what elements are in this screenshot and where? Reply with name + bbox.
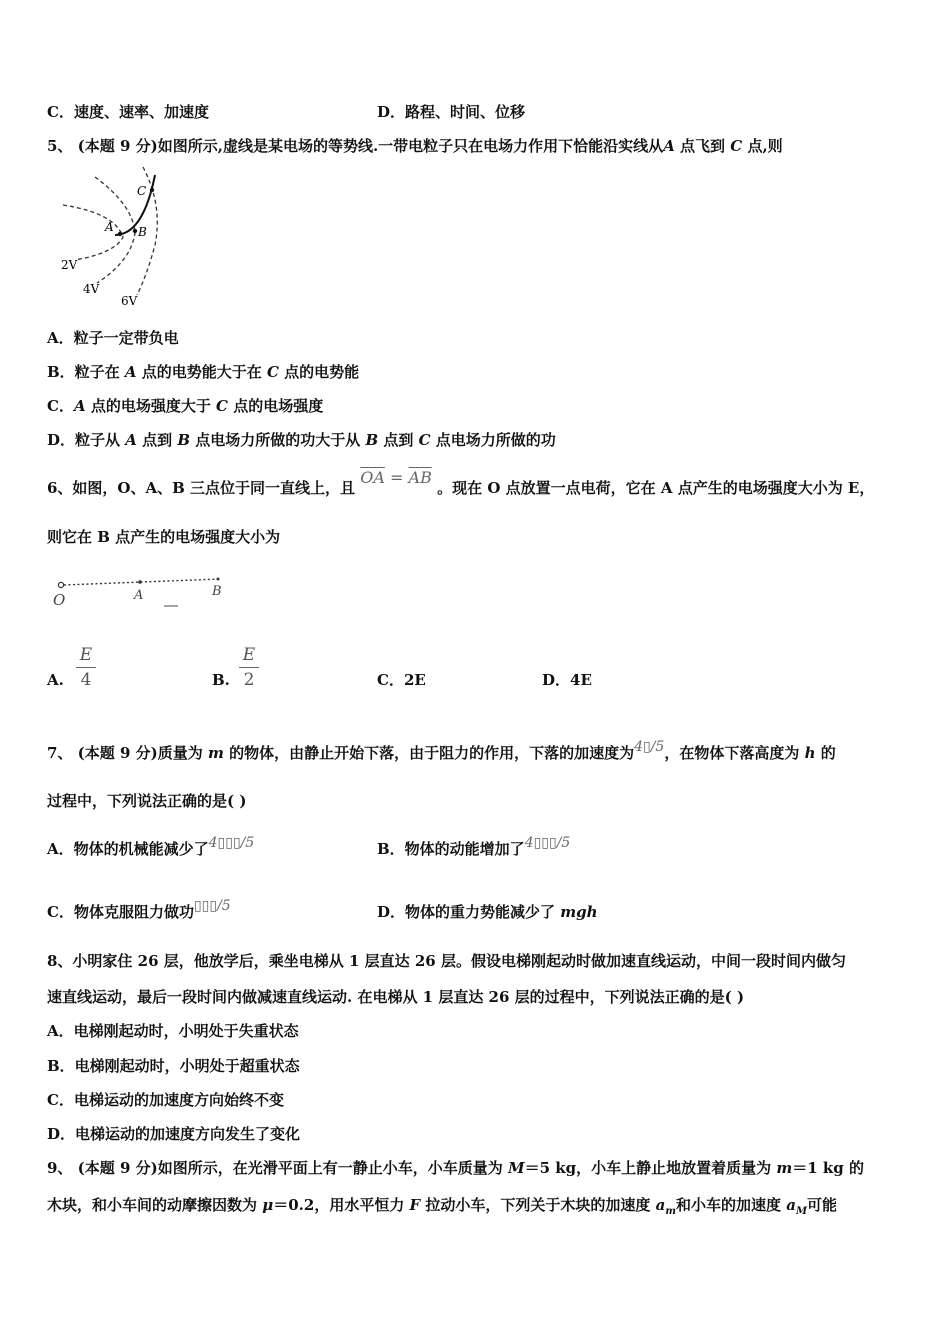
q6-option-a-label: A. — [47, 671, 64, 689]
q6-option-c: C．2E — [377, 671, 426, 689]
q8-option-c: C．电梯运动的加速度方向始终不变 — [47, 1091, 284, 1109]
q7-option-a-formula: 4▯▯▯/5 — [208, 835, 255, 851]
label-a: A — [105, 220, 114, 234]
q7-option-c-formula: ▯▯▯/5 — [193, 898, 231, 914]
point-o — [58, 582, 63, 587]
q5-option-a: A．粒子一定带负电 — [47, 329, 179, 347]
label-o: O — [53, 591, 66, 609]
label-b: B — [212, 584, 222, 599]
q8-option-b: B．电梯刚起动时，小明处于超重状态 — [47, 1057, 300, 1075]
q6-stem: 6、如图，O、A、B 三点位于同一直线上，且 $\overline{OA} = \overline{AB}$ 。现在 O 点放置一点电荷，它在 A 点产生的电场强度大小为 E， — [47, 468, 875, 497]
q8-option-d: D．电梯运动的加速度方向发生了变化 — [47, 1125, 301, 1143]
point-a — [138, 580, 142, 584]
q5-option-b: B．粒子在 A 点的电势能大于在 C 点的电势能 — [47, 363, 360, 381]
q5-option-d: D．粒子从 A 点到 B 点电场力所做的功大于从 B 点到 C 点电场力所做的功 — [47, 431, 556, 449]
q6-stem-line2: 则它在 B 点产生的电场强度大小为 — [47, 528, 281, 546]
q7-stem: 7、 (本题 9 分)质量为 m 的物体，由静止开始下落，由于阻力的作用，下落的加速度为4▯/5，在物体下落高度为 h 的 — [47, 739, 836, 762]
q9-stem-line2: 木块，和小车间的动摩擦因数为 μ＝0.2，用水平恒力 F 拉动小车，下列关于木块的加速度 $a_m$和小车的加速度 $a_M$可能 — [47, 1196, 838, 1217]
q8-stem-line1: 8、小明家住 26 层，他放学后，乘坐电梯从 1 层直达 26 层。假设电梯刚起动时做加速直线运动，中间一段时间内做匀 — [47, 952, 846, 970]
point-b — [133, 229, 137, 233]
q7-option-b: B．物体的动能增加了4▯▯▯/5 — [377, 835, 571, 858]
q6-line-figure — [48, 575, 238, 615]
q4-option-d: D．路程、时间、位移 — [377, 103, 526, 121]
label-2v: 2V — [61, 258, 78, 272]
point-b — [217, 578, 220, 581]
equipotential-2v — [63, 205, 123, 260]
q7-option-a: A．物体的机械能减少了4▯▯▯/5 — [47, 835, 255, 858]
q4-option-c: C．速度、速率、加速度 — [47, 103, 209, 121]
q7-option-d: D．物体的重力势能减少了 mgh — [377, 903, 598, 921]
q5-equipotential-figure — [55, 165, 175, 310]
label-a: A — [134, 588, 144, 603]
point-a — [118, 232, 122, 236]
q6-option-d: D．4E — [542, 671, 592, 689]
particle-trajectory — [115, 175, 155, 235]
q8-option-a: A．电梯刚起动时，小明处于失重状态 — [47, 1022, 299, 1040]
label-c: C — [137, 184, 147, 198]
q8-stem-line2: 速直线运动，最后一段时间内做减速直线运动. 在电梯从 1 层直达 26 层的过程中，下列说法正确的是( ) — [47, 988, 745, 1006]
label-b: B — [138, 225, 147, 239]
q6-option-a-fraction: E 4 — [76, 645, 96, 690]
label-4v: 4V — [83, 282, 100, 296]
q7-option-b-formula: 4▯▯▯/5 — [524, 835, 571, 851]
q5-option-c: C．A 点的电场强度大于 C 点的电场强度 — [47, 397, 324, 415]
q6-option-b-fraction: E 2 — [239, 645, 259, 690]
q5-stem: 5、 (本题 9 分)如图所示,虚线是某电场的等势线.一带电粒子只在电场力作用下恰能沿实线从A 点飞到 C 点,则 — [47, 137, 783, 155]
q7-acceleration-formula: 4▯/5 — [634, 739, 665, 755]
point-c — [150, 188, 154, 192]
dotted-line — [64, 579, 220, 585]
q7-option-c: C．物体克服阻力做功▯▯▯/5 — [47, 898, 231, 921]
q7-stem-line2: 过程中，下列说法正确的是( ) — [47, 792, 247, 810]
label-6v: 6V — [121, 294, 138, 308]
q6-vector-equation: $\overline{OA} = \overline{AB}$ — [360, 468, 432, 487]
q6-option-b-label: B. — [212, 671, 230, 689]
q9-stem-line1: 9、 (本题 9 分)如图所示，在光滑平面上有一静止小车，小车质量为 M＝5 kg，小车上静止地放置着质量为 m＝1 kg 的 — [47, 1159, 864, 1177]
